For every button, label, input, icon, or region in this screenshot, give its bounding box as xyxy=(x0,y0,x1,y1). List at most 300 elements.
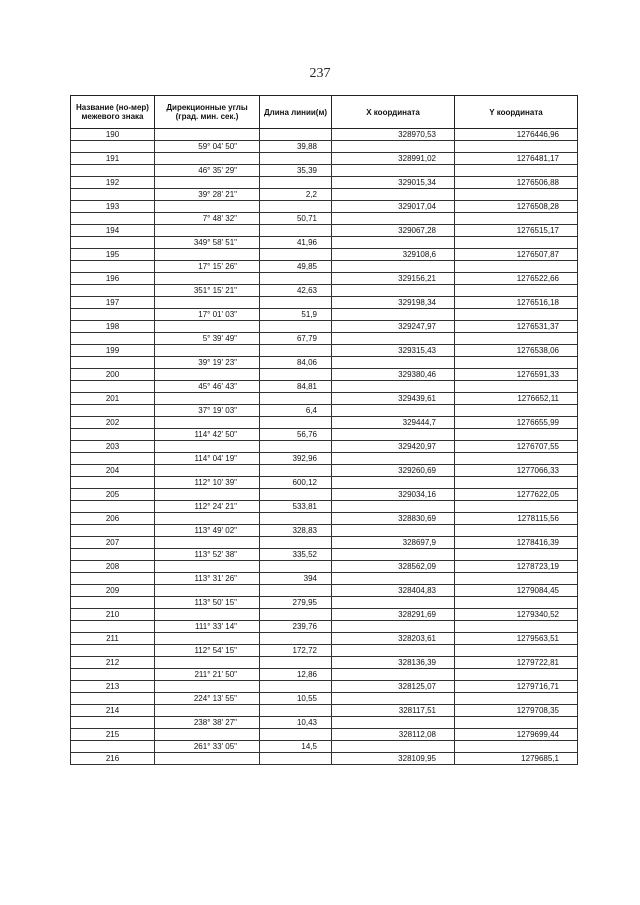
point-row xyxy=(71,129,578,141)
empty-y-cell xyxy=(455,525,578,537)
empty-x-cell xyxy=(332,621,455,633)
empty-x-cell xyxy=(332,693,455,705)
point-name: 190 xyxy=(71,129,155,141)
empty-name-cell xyxy=(71,669,155,681)
empty-length-cell xyxy=(260,345,332,357)
y-coordinate: 1276481,17 xyxy=(455,153,578,165)
empty-length-cell xyxy=(260,201,332,213)
point-row xyxy=(71,489,578,501)
empty-angle-cell xyxy=(155,465,260,477)
empty-x-cell xyxy=(332,645,455,657)
directional-angle: 211° 21' 50" xyxy=(155,669,260,681)
x-coordinate: 329015,34 xyxy=(332,177,455,189)
segment-row xyxy=(71,573,578,585)
x-coordinate: 328112,08 xyxy=(332,729,455,741)
y-coordinate: 1276522,66 xyxy=(455,273,578,285)
x-coordinate: 329198,34 xyxy=(332,297,455,309)
empty-angle-cell xyxy=(155,201,260,213)
empty-angle-cell xyxy=(155,225,260,237)
line-length: 67,79 xyxy=(260,333,332,345)
point-row xyxy=(71,177,578,189)
empty-name-cell xyxy=(71,597,155,609)
header-line-length: Длина линии(м) xyxy=(260,96,332,129)
x-coordinate: 328203,61 xyxy=(332,633,455,645)
empty-angle-cell xyxy=(155,585,260,597)
empty-length-cell xyxy=(260,705,332,717)
point-name: 204 xyxy=(71,465,155,477)
x-coordinate: 329034,16 xyxy=(332,489,455,501)
empty-y-cell xyxy=(455,741,578,753)
empty-y-cell xyxy=(455,285,578,297)
segment-row xyxy=(71,525,578,537)
y-coordinate: 1276531,37 xyxy=(455,321,578,333)
empty-y-cell xyxy=(455,717,578,729)
empty-y-cell xyxy=(455,573,578,585)
directional-angle: 59° 04' 50" xyxy=(155,141,260,153)
x-coordinate: 328117,51 xyxy=(332,705,455,717)
point-name: 191 xyxy=(71,153,155,165)
directional-angle: 45° 46' 43" xyxy=(155,381,260,393)
x-coordinate: 328991,02 xyxy=(332,153,455,165)
line-length: 394 xyxy=(260,573,332,585)
empty-angle-cell xyxy=(155,417,260,429)
empty-length-cell xyxy=(260,489,332,501)
point-row xyxy=(71,201,578,213)
directional-angle: 261° 33' 05" xyxy=(155,741,260,753)
x-coordinate: 328125,07 xyxy=(332,681,455,693)
directional-angle: 17° 15' 26" xyxy=(155,261,260,273)
point-name: 200 xyxy=(71,369,155,381)
empty-name-cell xyxy=(71,189,155,201)
line-length: 335,52 xyxy=(260,549,332,561)
empty-x-cell xyxy=(332,357,455,369)
y-coordinate: 1276508,28 xyxy=(455,201,578,213)
empty-length-cell xyxy=(260,153,332,165)
line-length: 239,76 xyxy=(260,621,332,633)
line-length: 41,96 xyxy=(260,237,332,249)
line-length: 84,06 xyxy=(260,357,332,369)
empty-length-cell xyxy=(260,297,332,309)
empty-name-cell xyxy=(71,621,155,633)
y-coordinate: 1276506,88 xyxy=(455,177,578,189)
empty-angle-cell xyxy=(155,513,260,525)
empty-angle-cell xyxy=(155,393,260,405)
segment-row xyxy=(71,501,578,513)
line-length: 14,5 xyxy=(260,741,332,753)
point-row xyxy=(71,345,578,357)
directional-angle: 113° 31' 26" xyxy=(155,573,260,585)
y-coordinate: 1276538,06 xyxy=(455,345,578,357)
empty-x-cell xyxy=(332,741,455,753)
empty-angle-cell xyxy=(155,249,260,261)
directional-angle: 113° 52' 38" xyxy=(155,549,260,561)
empty-name-cell xyxy=(71,573,155,585)
y-coordinate: 1276655,99 xyxy=(455,417,578,429)
empty-name-cell xyxy=(71,261,155,273)
y-coordinate: 1276516,18 xyxy=(455,297,578,309)
x-coordinate: 329260,69 xyxy=(332,465,455,477)
segment-row xyxy=(71,165,578,177)
line-length: 12,86 xyxy=(260,669,332,681)
empty-name-cell xyxy=(71,405,155,417)
empty-y-cell xyxy=(455,453,578,465)
point-row xyxy=(71,321,578,333)
empty-x-cell xyxy=(332,549,455,561)
empty-y-cell xyxy=(455,261,578,273)
line-length: 279,95 xyxy=(260,597,332,609)
line-length: 42,63 xyxy=(260,285,332,297)
segment-row xyxy=(71,357,578,369)
table-body xyxy=(71,129,578,765)
line-length: 172,72 xyxy=(260,645,332,657)
point-row xyxy=(71,393,578,405)
empty-y-cell xyxy=(455,693,578,705)
empty-x-cell xyxy=(332,261,455,273)
point-row xyxy=(71,273,578,285)
segment-row xyxy=(71,333,578,345)
line-length: 56,76 xyxy=(260,429,332,441)
header-directional-angles: Дирекционные углы (град. мин. сек.) xyxy=(155,96,260,129)
segment-row xyxy=(71,645,578,657)
empty-x-cell xyxy=(332,573,455,585)
empty-name-cell xyxy=(71,693,155,705)
x-coordinate: 328830,69 xyxy=(332,513,455,525)
header-y-coordinate: Y координата xyxy=(455,96,578,129)
empty-x-cell xyxy=(332,141,455,153)
point-name: 213 xyxy=(71,681,155,693)
x-coordinate: 329156,21 xyxy=(332,273,455,285)
segment-row xyxy=(71,381,578,393)
empty-x-cell xyxy=(332,669,455,681)
point-name: 197 xyxy=(71,297,155,309)
x-coordinate: 329067,28 xyxy=(332,225,455,237)
directional-angle: 17° 01' 03" xyxy=(155,309,260,321)
empty-y-cell xyxy=(455,645,578,657)
empty-x-cell xyxy=(332,477,455,489)
empty-length-cell xyxy=(260,129,332,141)
line-length: 84,81 xyxy=(260,381,332,393)
empty-angle-cell xyxy=(155,441,260,453)
point-row xyxy=(71,753,578,765)
empty-x-cell xyxy=(332,453,455,465)
line-length: 49,85 xyxy=(260,261,332,273)
empty-y-cell xyxy=(455,549,578,561)
empty-length-cell xyxy=(260,729,332,741)
segment-row xyxy=(71,669,578,681)
empty-length-cell xyxy=(260,225,332,237)
empty-angle-cell xyxy=(155,153,260,165)
line-length: 392,96 xyxy=(260,453,332,465)
directional-angle: 224° 13' 55" xyxy=(155,693,260,705)
x-coordinate: 329444,7 xyxy=(332,417,455,429)
empty-length-cell xyxy=(260,273,332,285)
segment-row xyxy=(71,741,578,753)
empty-name-cell xyxy=(71,285,155,297)
line-length: 10,43 xyxy=(260,717,332,729)
empty-angle-cell xyxy=(155,561,260,573)
point-row xyxy=(71,441,578,453)
x-coordinate: 329420,97 xyxy=(332,441,455,453)
y-coordinate: 1279708,35 xyxy=(455,705,578,717)
segment-row xyxy=(71,717,578,729)
empty-length-cell xyxy=(260,657,332,669)
directional-angle: 113° 50' 15" xyxy=(155,597,260,609)
empty-name-cell xyxy=(71,381,155,393)
point-name: 198 xyxy=(71,321,155,333)
point-name: 195 xyxy=(71,249,155,261)
point-name: 209 xyxy=(71,585,155,597)
empty-angle-cell xyxy=(155,177,260,189)
point-name: 193 xyxy=(71,201,155,213)
line-length: 10,55 xyxy=(260,693,332,705)
empty-name-cell xyxy=(71,309,155,321)
directional-angle: 113° 49' 02" xyxy=(155,525,260,537)
point-row xyxy=(71,465,578,477)
segment-row xyxy=(71,453,578,465)
empty-angle-cell xyxy=(155,345,260,357)
empty-length-cell xyxy=(260,609,332,621)
empty-y-cell xyxy=(455,405,578,417)
empty-x-cell xyxy=(332,405,455,417)
page-number: 237 xyxy=(309,66,331,81)
point-name: 215 xyxy=(71,729,155,741)
empty-angle-cell xyxy=(155,681,260,693)
point-row xyxy=(71,657,578,669)
empty-y-cell xyxy=(455,381,578,393)
header-row xyxy=(71,96,578,129)
directional-angle: 111° 33' 14" xyxy=(155,621,260,633)
empty-angle-cell xyxy=(155,753,260,765)
empty-length-cell xyxy=(260,465,332,477)
point-row xyxy=(71,537,578,549)
y-coordinate: 1279084,45 xyxy=(455,585,578,597)
segment-row xyxy=(71,477,578,489)
empty-length-cell xyxy=(260,561,332,573)
y-coordinate: 1278416,39 xyxy=(455,537,578,549)
empty-length-cell xyxy=(260,585,332,597)
empty-name-cell xyxy=(71,717,155,729)
segment-row xyxy=(71,285,578,297)
line-length: 51,9 xyxy=(260,309,332,321)
segment-row xyxy=(71,213,578,225)
empty-length-cell xyxy=(260,537,332,549)
directional-angle: 114° 04' 19" xyxy=(155,453,260,465)
empty-x-cell xyxy=(332,381,455,393)
y-coordinate: 1278115,56 xyxy=(455,513,578,525)
y-coordinate: 1279340,52 xyxy=(455,609,578,621)
empty-y-cell xyxy=(455,165,578,177)
point-row xyxy=(71,417,578,429)
point-name: 208 xyxy=(71,561,155,573)
x-coordinate: 329017,04 xyxy=(332,201,455,213)
segment-row xyxy=(71,597,578,609)
line-length: 50,71 xyxy=(260,213,332,225)
x-coordinate: 329439,61 xyxy=(332,393,455,405)
point-name: 205 xyxy=(71,489,155,501)
empty-angle-cell xyxy=(155,657,260,669)
point-name: 210 xyxy=(71,609,155,621)
empty-angle-cell xyxy=(155,705,260,717)
directional-angle: 37° 19' 03" xyxy=(155,405,260,417)
y-coordinate: 1279716,71 xyxy=(455,681,578,693)
directional-angle: 46° 35' 29" xyxy=(155,165,260,177)
line-length: 39,88 xyxy=(260,141,332,153)
line-length: 533,81 xyxy=(260,501,332,513)
segment-row xyxy=(71,429,578,441)
y-coordinate: 1279685,1 xyxy=(455,753,578,765)
segment-row xyxy=(71,141,578,153)
segment-row xyxy=(71,189,578,201)
empty-length-cell xyxy=(260,177,332,189)
header-point-name: Название (но-мер) межевого знака xyxy=(71,96,155,129)
point-name: 203 xyxy=(71,441,155,453)
line-length: 6,4 xyxy=(260,405,332,417)
y-coordinate: 1276515,17 xyxy=(455,225,578,237)
point-row xyxy=(71,297,578,309)
empty-name-cell xyxy=(71,645,155,657)
point-name: 214 xyxy=(71,705,155,717)
directional-angle: 114° 42' 50" xyxy=(155,429,260,441)
line-length: 328,83 xyxy=(260,525,332,537)
point-row xyxy=(71,585,578,597)
empty-name-cell xyxy=(71,453,155,465)
y-coordinate: 1277066,33 xyxy=(455,465,578,477)
y-coordinate: 1276591,33 xyxy=(455,369,578,381)
y-coordinate: 1279699,44 xyxy=(455,729,578,741)
empty-x-cell xyxy=(332,213,455,225)
line-length: 35,39 xyxy=(260,165,332,177)
empty-length-cell xyxy=(260,417,332,429)
x-coordinate: 329247,97 xyxy=(332,321,455,333)
y-coordinate: 1279563,51 xyxy=(455,633,578,645)
segment-row xyxy=(71,621,578,633)
empty-x-cell xyxy=(332,309,455,321)
empty-angle-cell xyxy=(155,321,260,333)
point-row xyxy=(71,729,578,741)
x-coordinate: 329315,43 xyxy=(332,345,455,357)
x-coordinate: 329380,46 xyxy=(332,369,455,381)
empty-length-cell xyxy=(260,681,332,693)
y-coordinate: 1277622,05 xyxy=(455,489,578,501)
empty-y-cell xyxy=(455,357,578,369)
segment-row xyxy=(71,405,578,417)
empty-y-cell xyxy=(455,309,578,321)
point-row xyxy=(71,513,578,525)
empty-angle-cell xyxy=(155,633,260,645)
empty-name-cell xyxy=(71,237,155,249)
empty-length-cell xyxy=(260,513,332,525)
empty-name-cell xyxy=(71,525,155,537)
empty-angle-cell xyxy=(155,369,260,381)
empty-angle-cell xyxy=(155,489,260,501)
point-row xyxy=(71,633,578,645)
empty-length-cell xyxy=(260,321,332,333)
empty-name-cell xyxy=(71,477,155,489)
empty-y-cell xyxy=(455,597,578,609)
directional-angle: 112° 24' 21" xyxy=(155,501,260,513)
empty-angle-cell xyxy=(155,273,260,285)
empty-name-cell xyxy=(71,429,155,441)
x-coordinate: 328697,9 xyxy=(332,537,455,549)
y-coordinate: 1279722,81 xyxy=(455,657,578,669)
point-row xyxy=(71,705,578,717)
empty-y-cell xyxy=(455,621,578,633)
point-name: 207 xyxy=(71,537,155,549)
empty-length-cell xyxy=(260,393,332,405)
empty-y-cell xyxy=(455,429,578,441)
point-name: 199 xyxy=(71,345,155,357)
segment-row xyxy=(71,549,578,561)
directional-angle: 39° 19' 23" xyxy=(155,357,260,369)
x-coordinate: 329108,6 xyxy=(332,249,455,261)
empty-name-cell xyxy=(71,333,155,345)
x-coordinate: 328970,53 xyxy=(332,129,455,141)
x-coordinate: 328404,83 xyxy=(332,585,455,597)
empty-x-cell xyxy=(332,333,455,345)
directional-angle: 39° 28' 21" xyxy=(155,189,260,201)
empty-length-cell xyxy=(260,633,332,645)
empty-y-cell xyxy=(455,237,578,249)
directional-angle: 112° 10' 39" xyxy=(155,477,260,489)
point-row xyxy=(71,153,578,165)
point-row xyxy=(71,249,578,261)
point-name: 196 xyxy=(71,273,155,285)
empty-y-cell xyxy=(455,189,578,201)
empty-x-cell xyxy=(332,237,455,249)
y-coordinate: 1276507,87 xyxy=(455,249,578,261)
empty-angle-cell xyxy=(155,609,260,621)
empty-name-cell xyxy=(71,141,155,153)
point-name: 216 xyxy=(71,753,155,765)
empty-x-cell xyxy=(332,165,455,177)
empty-length-cell xyxy=(260,753,332,765)
point-name: 206 xyxy=(71,513,155,525)
directional-angle: 351° 15' 21" xyxy=(155,285,260,297)
y-coordinate: 1276446,96 xyxy=(455,129,578,141)
empty-name-cell xyxy=(71,741,155,753)
empty-y-cell xyxy=(455,333,578,345)
line-length: 600,12 xyxy=(260,477,332,489)
empty-name-cell xyxy=(71,357,155,369)
point-name: 212 xyxy=(71,657,155,669)
empty-name-cell xyxy=(71,165,155,177)
point-name: 202 xyxy=(71,417,155,429)
empty-x-cell xyxy=(332,429,455,441)
x-coordinate: 328136,39 xyxy=(332,657,455,669)
empty-name-cell xyxy=(71,501,155,513)
point-name: 192 xyxy=(71,177,155,189)
segment-row xyxy=(71,693,578,705)
empty-y-cell xyxy=(455,213,578,225)
point-row xyxy=(71,225,578,237)
empty-length-cell xyxy=(260,249,332,261)
empty-x-cell xyxy=(332,525,455,537)
empty-length-cell xyxy=(260,441,332,453)
directional-angle: 5° 39' 49" xyxy=(155,333,260,345)
segment-row xyxy=(71,237,578,249)
point-name: 201 xyxy=(71,393,155,405)
point-name: 194 xyxy=(71,225,155,237)
x-coordinate: 328109,95 xyxy=(332,753,455,765)
line-length: 2,2 xyxy=(260,189,332,201)
directional-angle: 7° 48' 32" xyxy=(155,213,260,225)
empty-x-cell xyxy=(332,501,455,513)
empty-y-cell xyxy=(455,477,578,489)
empty-name-cell xyxy=(71,213,155,225)
y-coordinate: 1278723,19 xyxy=(455,561,578,573)
empty-x-cell xyxy=(332,189,455,201)
empty-y-cell xyxy=(455,669,578,681)
